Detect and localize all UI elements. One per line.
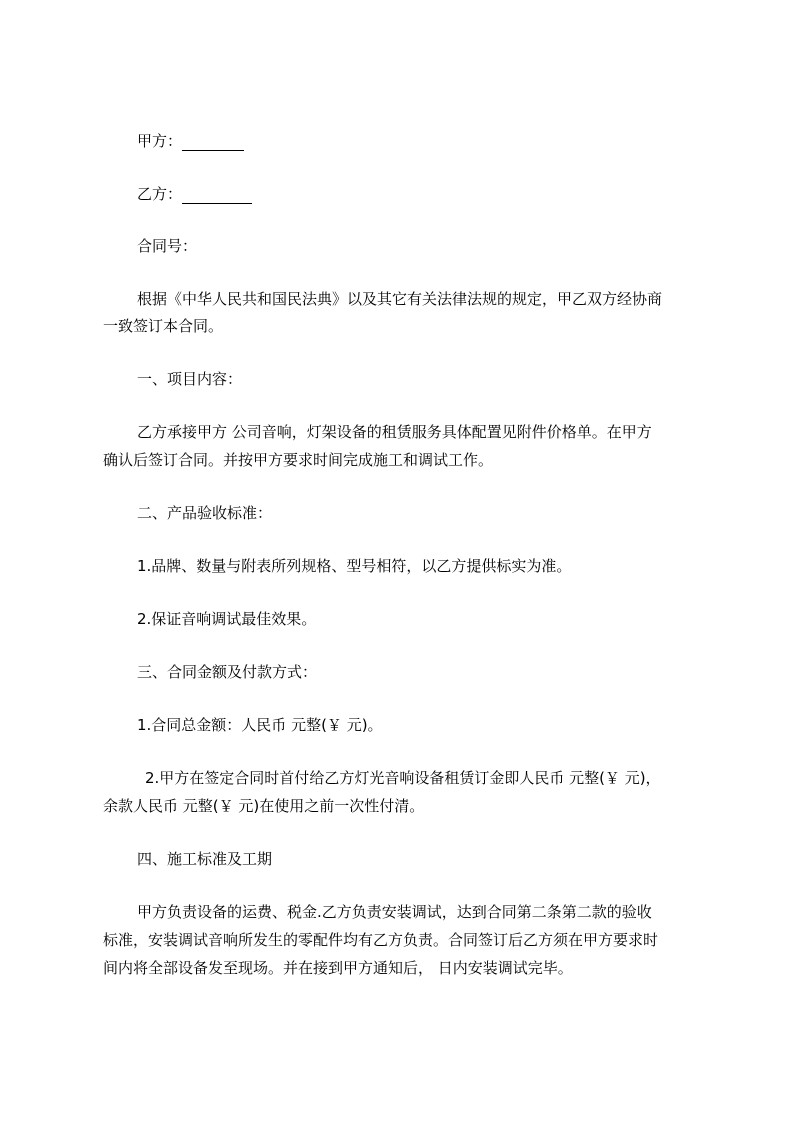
section-1-line-2: 确认后签订合同。并按甲方要求时间完成施工和调试工作。 bbox=[103, 451, 494, 469]
section-4-line-3: 间内将全部设备发至现场。并在接到甲方通知后， 日内安装调试完毕。 bbox=[103, 959, 573, 977]
section-4-line-2: 标准，安装调试音响所发生的零配件均有乙方负责。合同签订后乙方须在甲方要求时 bbox=[103, 931, 659, 949]
party-a-blank bbox=[182, 134, 244, 151]
section-3-item-1: 1.合同总金额：人民币 元整(￥ 元)。 bbox=[137, 716, 383, 734]
party-b-label: 乙方： bbox=[137, 185, 183, 203]
section-2-item-2: 2.保证音响调试最佳效果。 bbox=[137, 610, 317, 628]
section-2-heading: 二、产品验收标准： bbox=[137, 504, 273, 522]
section-3-heading: 三、合同金额及付款方式： bbox=[137, 663, 318, 681]
section-2-item-1: 1.品牌、数量与附表所列规格、型号相符，以乙方提供标实为准。 bbox=[137, 557, 572, 575]
section-1-line-1: 乙方承接甲方 公司音响，灯架设备的租赁服务具体配置见附件价格单。在甲方 bbox=[137, 423, 652, 441]
preamble-line-2: 一致签订本合同。 bbox=[103, 317, 224, 335]
section-1-heading: 一、项目内容： bbox=[137, 370, 243, 388]
section-4-line-1: 甲方负责设备的运费、税金.乙方负责安装调试，达到合同第二条第二款的验收 bbox=[137, 903, 652, 921]
contract-number-label: 合同号： bbox=[137, 237, 198, 255]
party-a-line bbox=[137, 131, 244, 151]
party-b-line bbox=[137, 184, 252, 204]
preamble-line-1: 根据《中华人民共和国民法典》以及其它有关法律法规的规定，甲乙双方经协商 bbox=[137, 290, 663, 308]
section-4-heading: 四、施工标准及工期 bbox=[137, 850, 273, 868]
party-a-label: 甲方： bbox=[137, 132, 183, 150]
section-3-item-2-line-2: 余款人民币 元整(￥ 元)在使用之前一次性付清。 bbox=[103, 797, 425, 815]
party-b-blank bbox=[182, 187, 252, 204]
section-3-item-2-line-1: 2.甲方在签定合同时首付给乙方灯光音响设备租赁订金即人民币 元整(￥ 元)， bbox=[145, 769, 661, 787]
